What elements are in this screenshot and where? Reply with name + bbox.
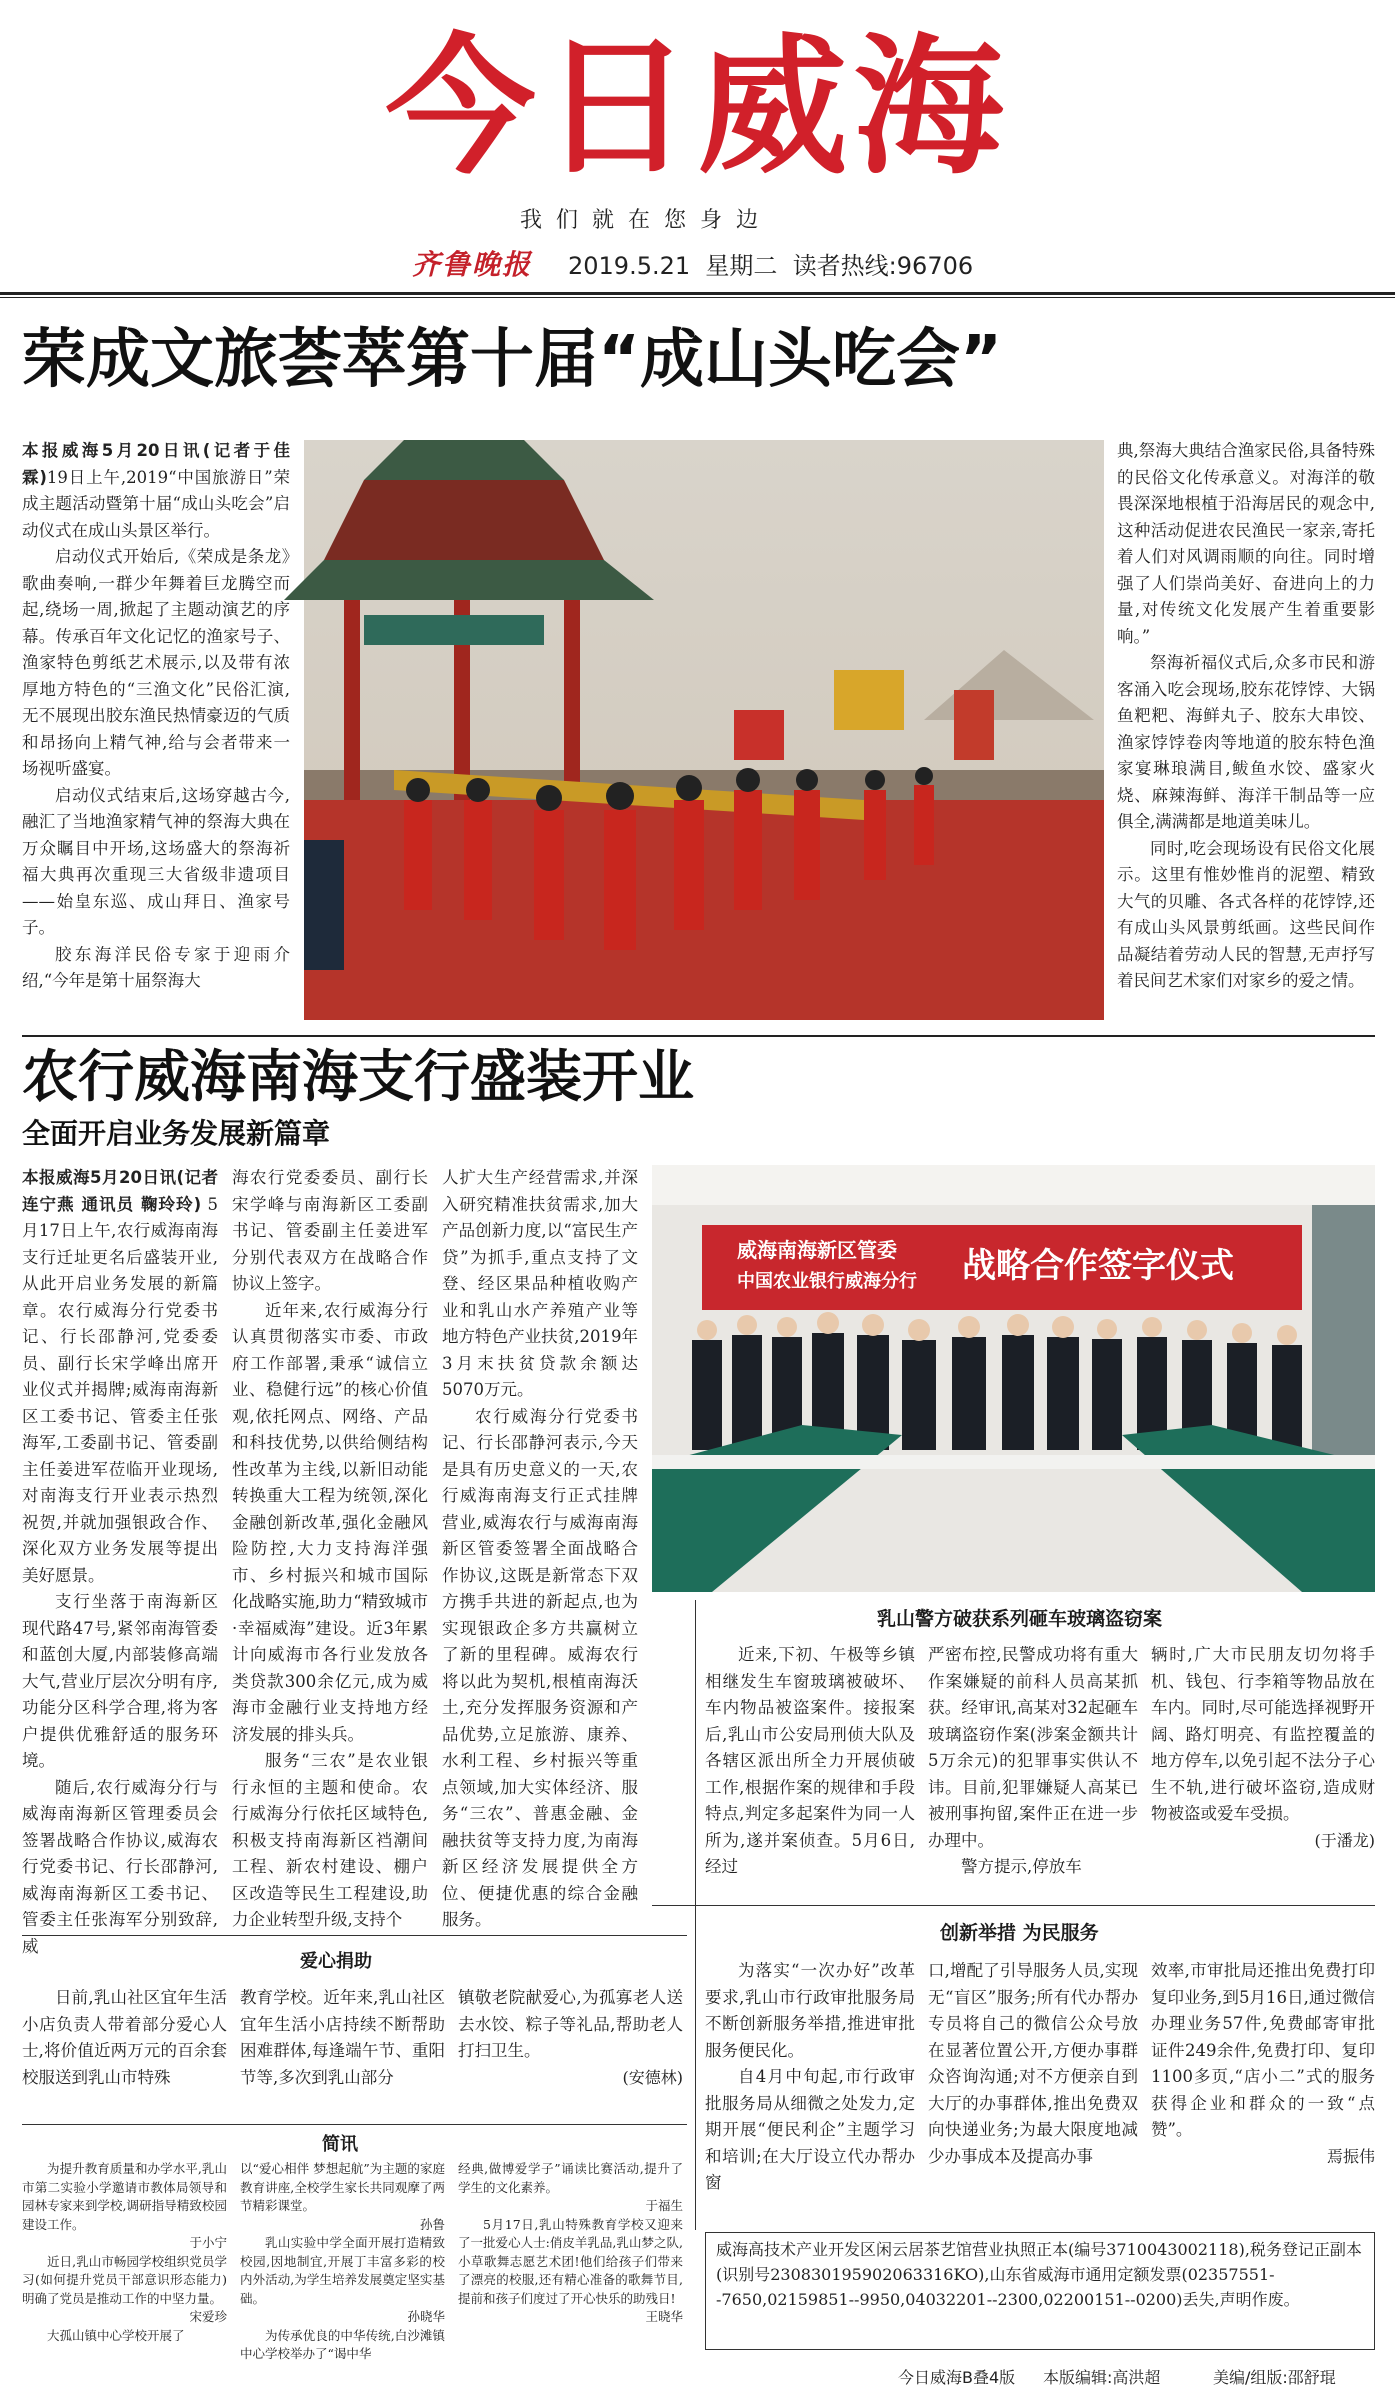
brief-2: 近日,乳山市畅园学校组织党员学习(如何提升党员干部意识形态能力)明确了党员是推动工作的中坚力量。 — [22, 2253, 227, 2306]
briefs-col2 — [240, 2160, 445, 2390]
story5-col2 — [240, 1985, 445, 2120]
story4-col1 — [705, 1958, 915, 2223]
story2-col2-p1: 海农行党委委员、副行长宋学峰与南海新区工委副书记、管委副主任姜进军分别代表双方在战略合作协议上签字。 — [232, 1168, 428, 1293]
story1-col1 — [22, 438, 290, 1028]
banner-line1: 威海南海新区管委 — [737, 1238, 897, 1262]
brief-6: 5月17日,乳山特殊教育学校又迎来了一批爱心人士:俏皮羊乳品,乳山梦之队,小草歌舞志愿艺术团!他们给孩子们带来了漂亮的校服,还有精心准备的歌舞节目,提前和孩子们度过了开心快乐的助残日! — [458, 2216, 683, 2306]
story5-author: (安德林) — [622, 2067, 683, 2087]
story1-byline: 本报威海5月20日讯(记者于佳霖) — [22, 441, 290, 487]
story2-col3 — [442, 1165, 638, 1929]
story2-col3-p1: 人扩大生产经营需求,并深入研究精准扶贫需求,加大产品创新力度,以“富民生产贷”为抓手,重点支持了文登、经区果品种植收购产业和乳山水产养殖产业等地方特色产业扶贫,2019年3月末扶贫贷款余额达5070万元。 — [442, 1168, 638, 1399]
footer-design: 美编/组版:邵舒琨 — [1213, 2368, 1336, 2387]
story1-col3-p3: 同时,吃会现场设有民俗文化展示。这里有惟妙惟肖的泥塑、精致大气的贝雕、各式各样的花饽饽,还有成山头风景剪纸画。这些民间作品凝结着劳动人民的智慧,无声抒写着民间艺术家们对家乡的爱之情。 — [1117, 838, 1375, 990]
masthead-slogan: 我们就在您身边 — [520, 208, 773, 233]
brief-5-author: 于福生 — [645, 2198, 683, 2213]
brief-5-cont: 经典,做博爱学子”诵读比赛活动,提升了学生的文化素养。 — [458, 2161, 683, 2195]
briefs-headline: 简讯 — [322, 2134, 358, 2155]
brief-6-author: 王晓华 — [645, 2309, 683, 2324]
briefs-top-rule — [22, 2124, 687, 2125]
signing-ceremony-image — [652, 1165, 1375, 1592]
brief-2-author: 宋爱珍 — [189, 2309, 227, 2324]
brief-3: 大孤山镇中心学校开展了 — [47, 2327, 185, 2343]
story2-col2-p3: 服务“三农”是农业银行永恒的主题和使命。农行威海分行依托区域特色,积极支持南海新区裆潮间工程、新农村建设、棚户区改造等民生工程建设,助力企业转型升级,支持个 — [232, 1751, 428, 1929]
brief-3-cont: 以“爱心相伴 梦想起航”为主题的家庭教育讲座,全校学生家长共同观摩了两节精彩课堂。 — [240, 2161, 445, 2213]
issue-weekday: 星期二 — [705, 252, 778, 280]
column-divider — [695, 1600, 696, 2230]
story4-author: 焉振伟 — [1326, 2146, 1375, 2166]
story5-col3-p1: 镇敬老院献爱心,为孤寡老人送去水饺、粽子等礼品,帮助老人打扫卫生。 — [458, 1988, 683, 2060]
story4-headline: 创新举措 为民服务 — [940, 1922, 1099, 1944]
story1-col1-p1: 19日上午,2019“中国旅游日”荣成主题活动暨第十届“成山头吃会”启动仪式在成山头景区举行。 — [22, 467, 290, 540]
story4-col1-p1: 为落实“一次办好”改革要求,乳山市行政审批服务局不断创新服务举措,推进审批服务便民化。 — [705, 1961, 915, 2060]
masthead-title: 今日威海 — [385, 21, 1010, 195]
masthead-rule-thin — [0, 297, 1395, 298]
story3-col1 — [705, 1642, 915, 1942]
story1-photo — [304, 440, 1104, 1020]
story2-subheadline: 全面开启业务发展新篇章 — [22, 1117, 331, 1150]
story4-col1-p2: 自4月中旬起,市行政审批服务局从细微之处发力,定期开展“便民利企”主题学习和培训;在大厅设立代办帮办窗 — [705, 2067, 915, 2192]
brief-3-author: 孙鲁 — [419, 2216, 445, 2232]
story2-byline: 本报威海5月20日讯(记者 连宁燕 通讯员 鞠玲玲) — [22, 1168, 218, 1214]
story3-col1-p1: 近来,下初、午极等乡镇相继发生车窗玻璃被破坏、车内物品被盗案件。接报案后,乳山市公安局刑侦大队及各辖区派出所全力开展侦破工作,根据作案的规律和手段特点,判定多起案件为同一人所为,遂并案侦查。5月6日,经过 — [705, 1645, 915, 1876]
notice-text: 威海高技术产业开发区闲云居茶艺馆营业执照正本(编号3710043002118),税务登记正副本(识别号230830195902063316KO),山东省威海市通用定额发票(02357551--7650,02159851--9950,04032201--2300,02200151--0200)丢失,声明作废。 — [716, 2240, 1362, 2309]
story3-col3-p1: 辆时,广大市民朋友切勿将手机、钱包、行李箱等物品放在车内。同时,尽可能选择视野开阔、路灯明亮、有监控覆盖的地方停车,以免引起不法分子心生不轨,进行破坏盗窃,造成财物被盗或爱车受损。 — [1151, 1645, 1375, 1823]
dateline — [568, 246, 973, 281]
story3-col2-p2: 警方提示,停放车 — [961, 1857, 1082, 1876]
story1-col3-p2: 祭海祈福仪式后,众多市民和游客涌入吃会现场,胶东花饽饽、大锅鱼粑粑、海鲜丸子、胶东大串饺、渔家饽饽卷肉等地道的胶东特色渔家宴琳琅满目,鲅鱼水饺、盛家火烧、麻辣海鲜、海洋干制品等一应俱全,满满都是地道美味儿。 — [1117, 653, 1375, 831]
story1-headline: 荣成文旅荟萃第十届“成山头吃会” — [22, 323, 1003, 397]
story3-divider — [652, 1905, 1375, 1906]
story2-photo — [652, 1165, 1375, 1592]
story1-col1-p4: 胶东海洋民俗专家于迎雨介绍,“今年是第十届祭海大 — [22, 944, 290, 990]
story1-col1-p3: 启动仪式结束后,这场穿越古今,融汇了当地渔家精气神的祭海大典在万众瞩目中开场,这场盛大的祭海祈福大典再次重现三大省级非遗项目——始皇东巡、成山拜日、渔家号子。 — [22, 785, 290, 937]
story2-headline: 农行威海南海支行盛装开业 — [22, 1045, 694, 1110]
story4-col2 — [928, 1958, 1138, 2223]
hotline-number: 96706 — [896, 252, 974, 280]
brief-5: 为传承优良的中华传统,白沙滩镇中心学校举办了“谒中华 — [240, 2327, 445, 2361]
story3-author: (于潘龙) — [1314, 1830, 1375, 1850]
story3-headline: 乳山警方破获系列砸车玻璃盗窃案 — [877, 1608, 1163, 1630]
masthead-rule — [0, 292, 1395, 295]
story3-col2-p1: 严密布控,民警成功将有重大作案嫌疑的前科人员高某抓获。经审讯,高某对32起砸车玻璃盗窃作案(涉案金额共计5万余元)的犯罪事实供认不讳。目前,犯罪嫌疑人高某已被刑事拘留,案件正在进一步办理中。 — [928, 1645, 1138, 1850]
footer-page: 今日威海B叠4版 — [898, 2368, 1016, 2387]
story5-headline: 爱心捐助 — [300, 1951, 372, 1972]
story5-col2-p1: 教育学校。近年来,乳山社区宜年生活小店持续不断帮助困难群体,每逢端午节、重阳节等,多次到乳山部分 — [240, 1988, 445, 2087]
paper-logo: 齐鲁晚报 — [412, 248, 533, 281]
story4-col3 — [1151, 1958, 1375, 2223]
story2-col1 — [22, 1165, 219, 1956]
story4-col2-p1: 口,增配了引导服务人员,实现无“盲区”服务;所有代办帮办专员将自己的微信公众号放在显著位置公开,方便办事群众咨询沟通;对不方便亲自到大厅的办事群体,推出免费双向快递业务;为最大限度地减少办事成本及提高办事 — [928, 1961, 1138, 2166]
briefs-col1 — [22, 2160, 227, 2390]
story1-col3 — [1117, 438, 1375, 1028]
story5-col1 — [22, 1985, 227, 2120]
story4-col3-p1: 效率,市审批局还推出免费打印复印业务,到5月16日,通过微信办理业务57件,免费邮寄审批证件249余件,免费打印、复印1100多页,“店小二”式的服务获得企业和群众的一致“点赞”。 — [1151, 1961, 1375, 2139]
story1-divider — [22, 1035, 1375, 1037]
story3-col2 — [928, 1642, 1138, 1942]
briefs-col3 — [458, 2160, 683, 2390]
brief-1-author: 于小宁 — [189, 2235, 227, 2250]
story5-col1-p1: 日前,乳山社区宜年生活小店负责人带着部分爱心人士,将价值近两万元的百余套校服送到乳山市特殊 — [22, 1988, 227, 2087]
brief-4-author: 孙晓华 — [407, 2309, 445, 2324]
footer-editor: 本版编辑:高洪超 — [1043, 2368, 1161, 2387]
story2-col1-p2: 支行坐落于南海新区现代路47号,紧邻南海管委和蓝创大厦,内部装修高端大气,营业厅层次分明有序,功能分区科学合理,将为客户提供优雅舒适的服务环境。 — [22, 1592, 218, 1770]
story2-col2-p2: 近年来,农行威海分行认真贯彻落实市委、市政府工作部署,秉承“诚信立业、稳健行远”的核心价值观,依托网点、网络、产品和科技优势,以供给侧结构性改革为主线,以新旧动能转换重大工程为统领,深化金融创新改革,强化金融风险防控,大力支持海洋强市、乡村振兴和城市国际化战略实施,助力“精致城市·幸福威海”建设。近3年累计向威海市各行业发放各类贷款300余亿元,成为威海市金融行业支持地方经济发展的排头兵。 — [232, 1300, 428, 1744]
banner-line3: 战略合作签字仪式 — [962, 1246, 1234, 1286]
story2-col3-p2: 农行威海分行党委书记、行长邵静河表示,今天是具有历史意义的一天,农行威海南海支行正式挂牌营业,威海农行与威海南海新区管委签署全面战略合作协议,这既是新常态下双方携手共进的新起点,也为实现银政企多方共赢树立了新的里程碑。威海农行将以此为契机,根植南海沃土,充分发挥服务资源和产品优势,立足旅游、康养、水利工程、乡村振兴等重点领域,加大实体经济、服务“三农”、普惠金融、金融扶贫等支持力度,为南海新区经济发展提供全方位、便捷优惠的综合金融服务。 — [442, 1406, 638, 1929]
issue-date: 2019.5.21 — [568, 252, 691, 280]
banner-line2: 中国农业银行威海分行 — [737, 1271, 917, 1292]
story5-col3 — [458, 1985, 683, 2120]
hotline-label: 读者热线: — [792, 252, 897, 280]
lost-license-notice — [705, 2232, 1375, 2350]
story1-col3-p1: 典,祭海大典结合渔家民俗,具备特殊的民俗文化传承意义。对海洋的敬畏深深地根植于沿海居民的观念中,这种活动促进农民渔民一家亲,寄托着人们对风调雨顺的向往。同时增强了人们崇尚美好、奋进向上的力量,对传统文化发展产生着重要影响。” — [1117, 441, 1375, 646]
festival-ceremony-image — [304, 440, 1104, 1020]
brief-1: 为提升教育质量和办学水平,乳山市第二实验小学邀请市教体局领导和园林专家来到学校,调研指导精致校园建设工作。 — [22, 2161, 227, 2232]
story2-col2 — [232, 1165, 428, 1929]
story5-top-rule — [22, 1935, 687, 1936]
story2-col1-p1: 5月17日上午,农行威海南海支行迁址更名后盛装开业,从此开启业务发展的新篇章。农行威海分行党委书记、行长邵静河,党委委员、副行长宋学峰出席开业仪式并揭牌;威海南海新区工委书记、管委主任张海军,工委副书记、管委副主任姜进军莅临开业现场,对南海支行开业表示热烈祝贺,并就加强银政合作、深化双方业务发展等提出美好愿景。 — [22, 1194, 219, 1585]
brief-4: 乳山实验中学全面开展打造精致校园,因地制宜,开展丁丰富多彩的校内外活动,为学生培养发展奠定坚实基础。 — [240, 2235, 445, 2306]
story2-col1-p3: 随后,农行威海分行与威海南海新区管理委员会签署战略合作协议,威海农行党委书记、行长邵静河,威海南海新区工委书记、管委主任张海军分别致辞,威 — [22, 1777, 218, 1956]
story3-col3 — [1151, 1642, 1375, 1942]
story1-col1-p2: 启动仪式开始后,《荣成是条龙》歌曲奏响,一群少年舞着巨龙腾空而起,绕场一周,掀起了主题动演艺的序幕。传承百年文化记忆的渔家号子、渔家特色剪纸艺术展示,以及带有浓厚地方特色的“三渔文化”民俗汇演,无不展现出胶东渔民热情豪迈的气质和昂扬向上精气神,给与会者带来一场视听盛宴。 — [22, 547, 290, 778]
